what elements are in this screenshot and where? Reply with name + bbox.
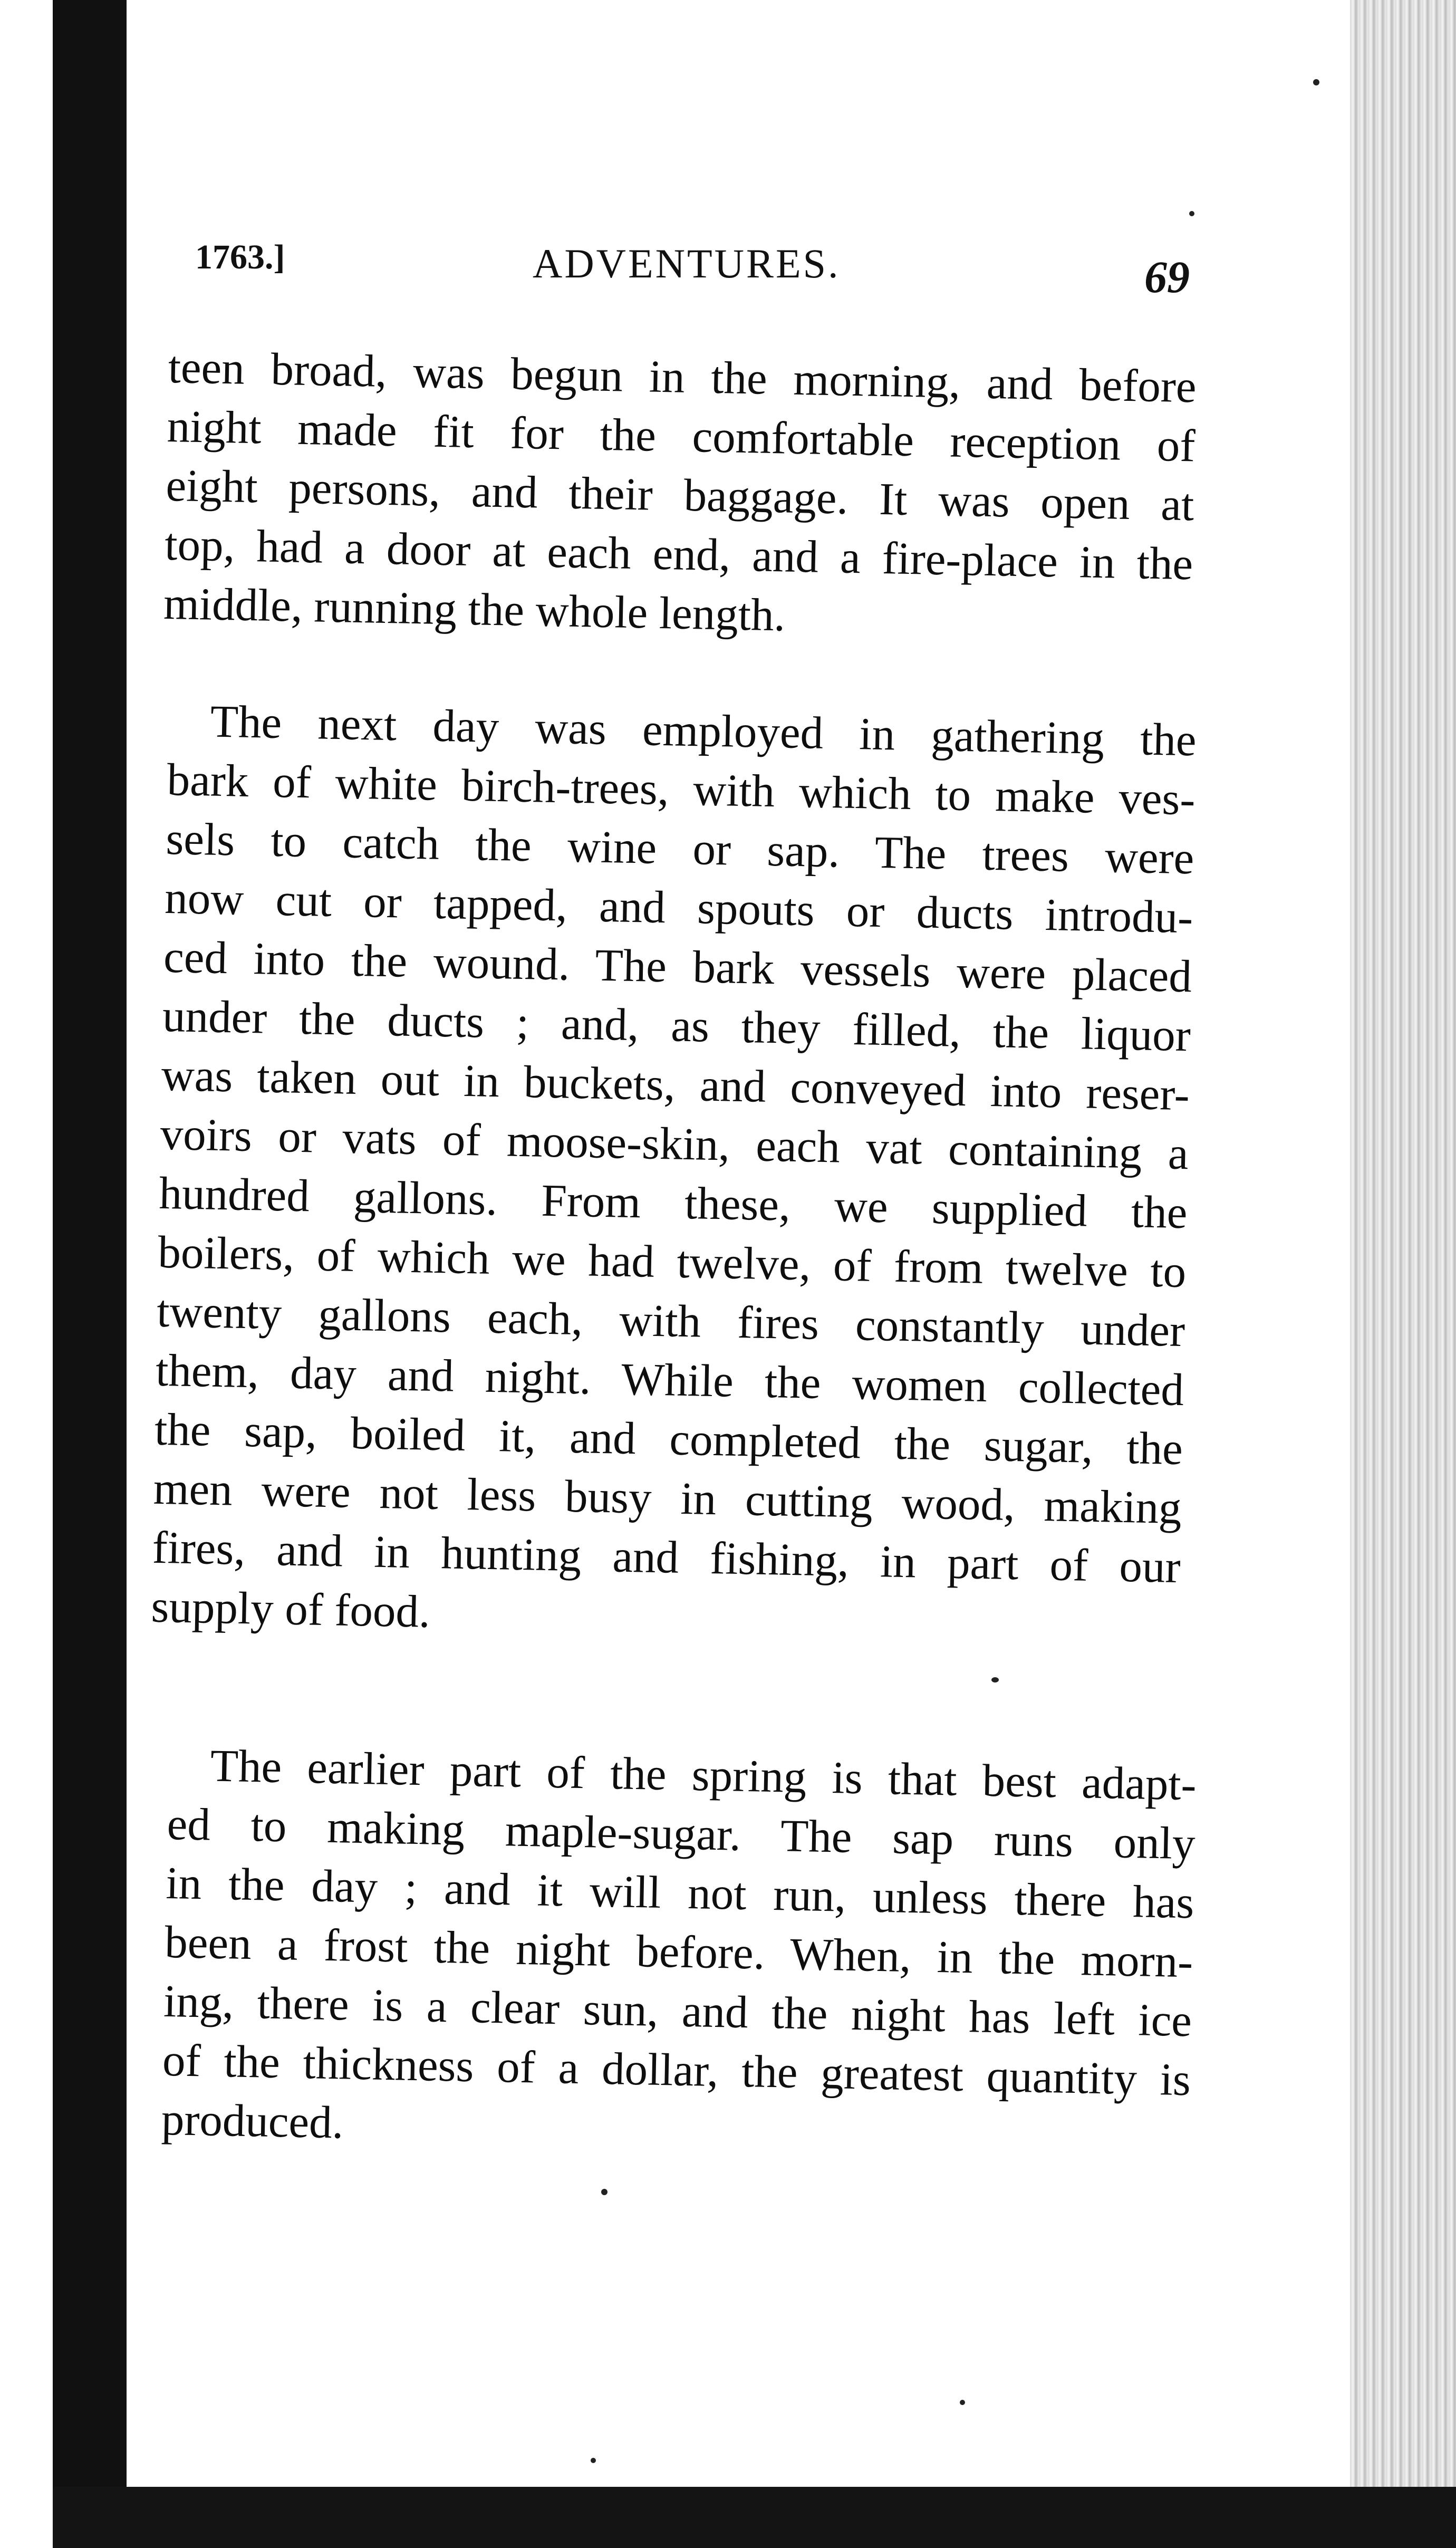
text-line: produced.: [161, 2093, 344, 2148]
text-line: boilers, of which we had twelve, of from twelve to: [157, 1226, 1187, 1297]
scan-speck: [591, 2458, 596, 2463]
paragraph-1: [163, 338, 1197, 652]
text-line: middle, running the whole length.: [163, 577, 786, 641]
text-line: was taken out in buckets, and conveyed into reser-: [161, 1049, 1190, 1120]
text-line: the sap, boiled it, and completed the sugar, the: [154, 1403, 1183, 1475]
text-line: under the ducts ; and, as they filled, the liquor: [162, 989, 1191, 1061]
text-line: bark of white birch-trees, with which to make ves-: [166, 753, 1196, 825]
text-line: The earlier part of the spring is that best adapt-: [209, 1739, 1197, 1810]
scan-left-margin: [0, 0, 53, 2548]
paragraph-3: [161, 1735, 1197, 2168]
text-line: been a frost the night before. When, in the morn-: [164, 1916, 1194, 1987]
text-line: sels to catch the wine or sap. The trees were: [165, 812, 1195, 884]
running-head: [195, 227, 1197, 311]
scan-speck: [1313, 79, 1319, 85]
text-line: them, day and night. While the women collected: [155, 1344, 1184, 1416]
text-line: top, had a door at each end, and a fire-place in the: [164, 518, 1194, 590]
text-line: ed to making maple-sugar. The sap runs only: [166, 1797, 1196, 1869]
text-line: voirs or vats of moose-skin, each vat containing a: [159, 1108, 1189, 1179]
header-year: 1763.]: [195, 238, 285, 276]
paragraph-2: [151, 691, 1197, 1656]
text-line: in the day ; and it will not run, unless there has: [165, 1857, 1195, 1928]
text-line: fires, and in hunting and fishing, in part of our: [151, 1521, 1181, 1593]
scan-speck: [960, 2400, 965, 2405]
text-line: eight persons, and their baggage. It was open at: [165, 459, 1195, 531]
scan-speck: [1189, 211, 1194, 216]
scan-page-edges: [1350, 0, 1456, 2548]
header-title: ADVENTURES.: [533, 241, 841, 286]
text-line: hundred gallons. From these, we supplied the: [158, 1167, 1188, 1238]
scan-bottom-shadow: [53, 2487, 1456, 2548]
text-line: twenty gallons each, with fires constantly under: [156, 1285, 1186, 1357]
text-line: ing, there is a clear sun, and the night has left ice: [163, 1975, 1192, 2046]
text-line: teen broad, was begun in the morning, and before: [168, 341, 1197, 412]
text-line: supply of food.: [150, 1580, 431, 1637]
text-line: of the thickness of a dollar, the greatest quantity is: [162, 2034, 1191, 2105]
text-line: men were not less busy in cutting wood, making: [153, 1462, 1182, 1534]
scan-speck: [601, 2189, 608, 2195]
scan-binding-shadow: [53, 0, 127, 2548]
text-line: now cut or tapped, and spouts or ducts introdu-: [164, 871, 1194, 943]
page-number: 69: [1144, 252, 1190, 302]
text-line: ced into the wound. The bark vessels were placed: [163, 930, 1192, 1002]
scan-speck: [991, 1677, 999, 1682]
text-line: night made fit for the comfortable reception of: [166, 400, 1196, 472]
text-line: The next day was employed in gathering the: [209, 695, 1197, 766]
